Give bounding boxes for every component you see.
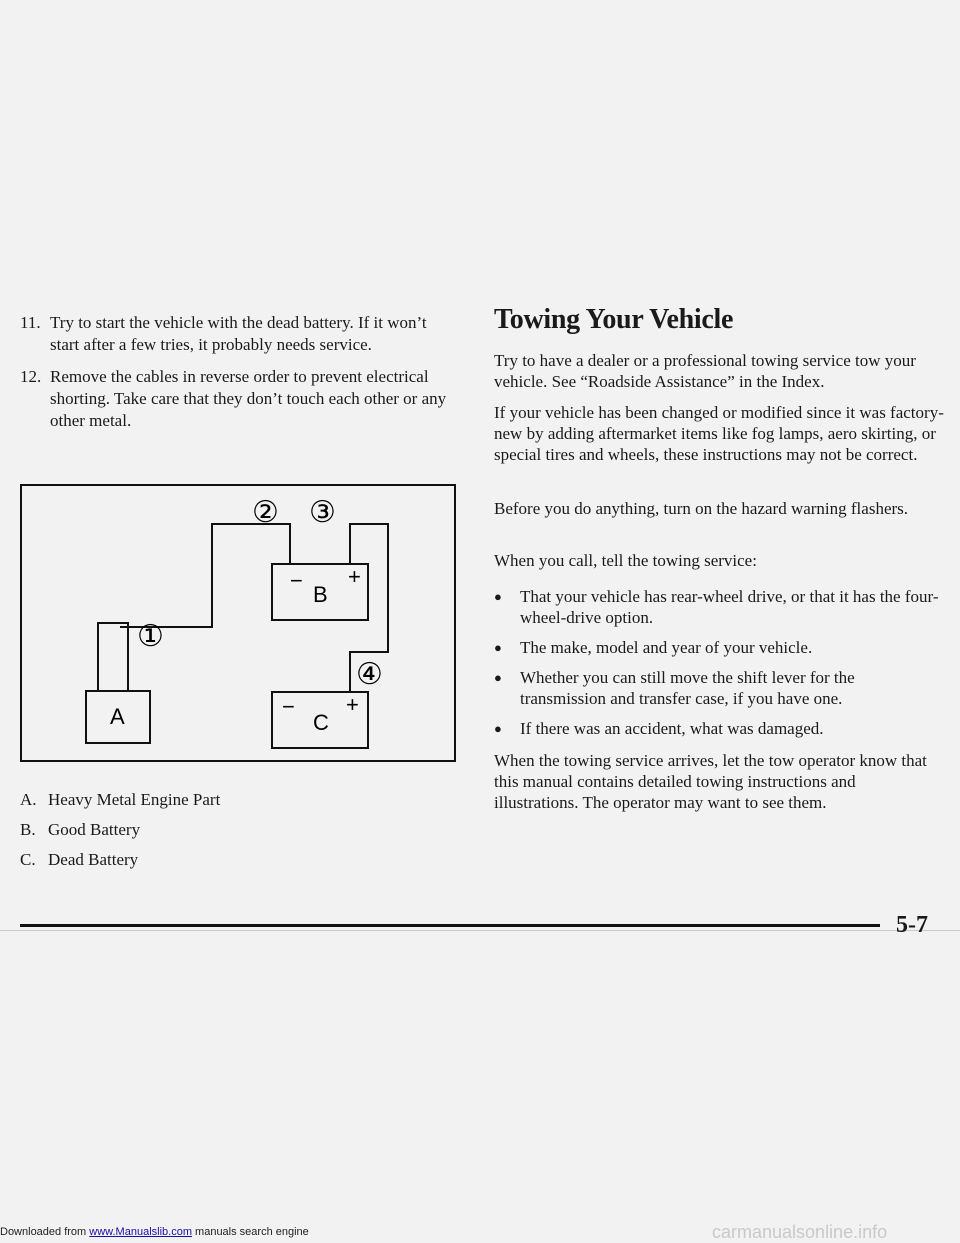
cable-1 — [120, 524, 290, 627]
legend-key: A. — [20, 790, 37, 809]
legend-text: Good Battery — [48, 820, 141, 839]
section-title: Towing Your Vehicle — [494, 304, 734, 335]
battery-c-minus: − — [282, 694, 295, 719]
marker-3: ③ — [309, 495, 336, 530]
page-number: 5-7 — [896, 912, 928, 938]
footer-thin-rule — [0, 930, 960, 931]
bullet-icon: ● — [494, 721, 502, 736]
paragraph-hazard: Before you do anything, turn on the hazard warning flashers. — [494, 499, 909, 518]
legend-key: B. — [20, 820, 36, 839]
battery-b-label: B — [313, 582, 328, 607]
legend-text: Dead Battery — [48, 850, 139, 869]
battery-b-minus: − — [290, 568, 303, 593]
list-item-text: That your vehicle has rear-wheel drive, or that it has the four-wheel-drive option. — [520, 587, 939, 627]
legend-item — [20, 850, 220, 870]
list-item — [494, 667, 944, 709]
battery-c-plus: + — [346, 692, 359, 717]
list-item-text: Whether you can still move the shift lever for the transmission and transfer case, if you have one. — [520, 668, 855, 708]
bullet-icon: ● — [494, 589, 502, 604]
legend-key: C. — [20, 850, 36, 869]
step-11 — [20, 312, 460, 356]
paragraph-dealer: Try to have a dealer or a professional towing service tow your vehicle. See “Roadside Assistance” in the Index. — [494, 351, 916, 391]
list-item — [494, 586, 944, 628]
footer-prefix: Downloaded from — [0, 1226, 90, 1238]
paragraph-call: When you call, tell the towing service: — [494, 551, 757, 570]
list-item-text: If there was an accident, what was damaged. — [520, 719, 824, 738]
legend-text: Heavy Metal Engine Part — [48, 790, 221, 809]
marker-2: ② — [252, 495, 279, 530]
jump-start-diagram — [20, 484, 456, 762]
towing-info-list — [494, 586, 944, 748]
battery-b-plus: + — [348, 564, 361, 589]
paragraph-arrival: When the towing service arrives, let the tow operator know that this manual contains detailed towing instructions and illustrations. The operator may want to see them. — [494, 751, 927, 812]
paragraph-modified: If your vehicle has been changed or modified since it was factory-new by adding aftermarket items like fog lamps, aero skirting, or special tires and wheels, these instructions may not be correct. — [494, 403, 944, 464]
legend-item — [20, 820, 220, 840]
marker-1: ① — [137, 619, 164, 654]
manualslib-link[interactable]: www.Manualslib.com — [89, 1226, 192, 1238]
footer-rule — [20, 924, 880, 927]
engine-part-post — [98, 623, 128, 691]
footer-suffix: manuals search engine — [191, 1226, 309, 1238]
download-footer — [0, 1222, 960, 1242]
bullet-icon: ● — [494, 640, 502, 655]
list-item — [494, 718, 944, 739]
step-12 — [20, 366, 460, 432]
battery-c-label: C — [313, 710, 329, 735]
list-item — [494, 637, 944, 658]
step-number: 11. — [20, 313, 41, 332]
bullet-icon: ● — [494, 670, 502, 685]
marker-4: ④ — [356, 657, 383, 692]
engine-part-label: A — [110, 704, 125, 729]
diagram-legend — [20, 790, 220, 880]
step-text: Try to start the vehicle with the dead battery. If it won’t start after a few tries, it probably needs service. — [50, 313, 427, 354]
list-item-text: The make, model and year of your vehicle. — [520, 638, 813, 657]
step-text: Remove the cables in reverse order to prevent electrical shorting. Take care that they don’t touch each other or any other metal. — [50, 367, 447, 430]
watermark: carmanualsonline.info — [712, 1222, 888, 1242]
legend-item — [20, 790, 220, 810]
step-number: 12. — [20, 367, 42, 386]
left-column — [20, 312, 460, 442]
